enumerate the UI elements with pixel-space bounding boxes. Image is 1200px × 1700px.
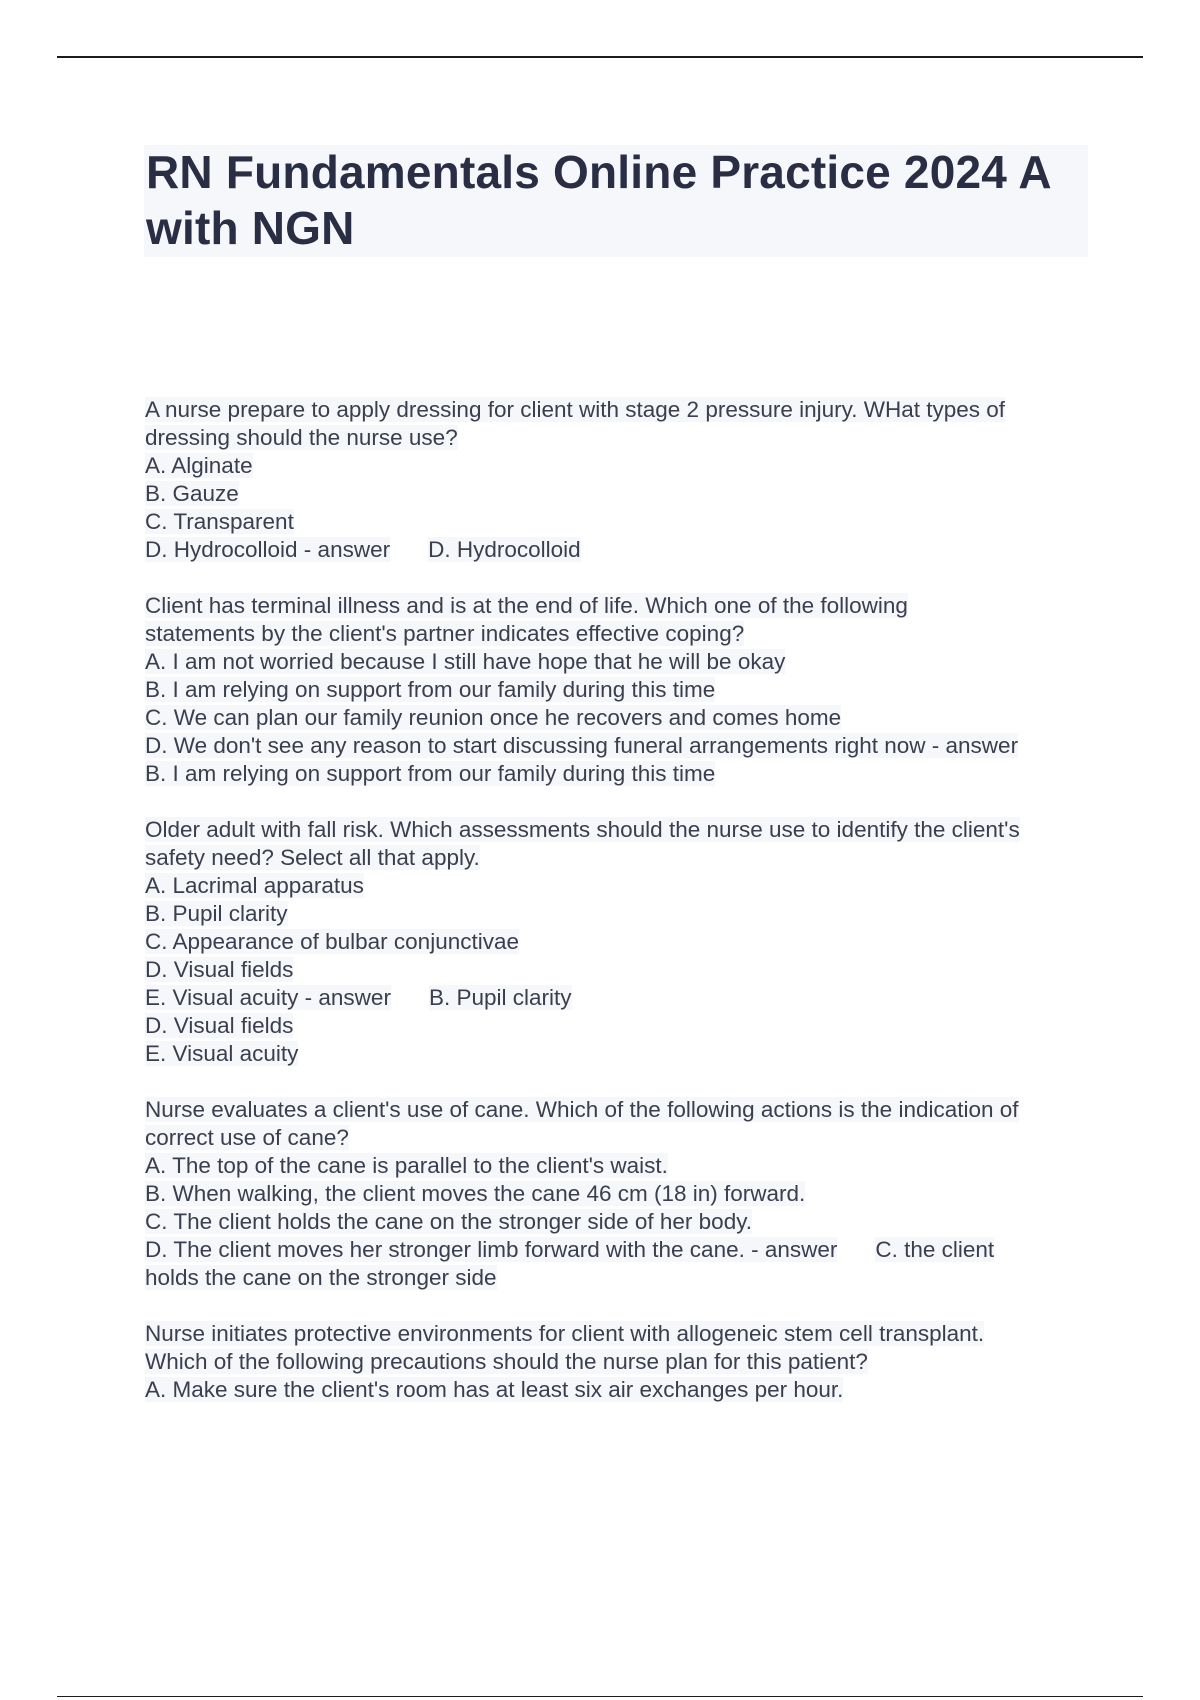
- question-list: [145, 396, 1095, 1432]
- correct-answer: D. Hydrocolloid: [428, 537, 581, 562]
- answer-option: B. When walking, the client moves the cane 46 cm (18 in) forward.: [145, 1181, 806, 1206]
- question-stem-line: Nurse evaluates a client's use of cane. Which of the following actions is the indication of: [145, 1097, 1019, 1122]
- answer-option: A. The top of the cane is parallel to the client's waist.: [145, 1153, 668, 1178]
- question-stem-line: safety need? Select all that apply.: [145, 845, 480, 870]
- answer-option: C. Appearance of bulbar conjunctivae: [145, 929, 519, 954]
- answer-option: B. Gauze: [145, 481, 239, 506]
- answer-option: C. We can plan our family reunion once he recovers and comes home: [145, 705, 842, 730]
- answer-option: D. Visual fields: [145, 957, 294, 982]
- question-stem-line: Client has terminal illness and is at the end of life. Which one of the following: [145, 593, 908, 618]
- question-stem-line: correct use of cane?: [145, 1125, 349, 1150]
- correct-answer: B. Pupil clarity: [428, 985, 572, 1010]
- question-4: [145, 1096, 1095, 1292]
- correct-answer: B. I am relying on support from our family during this time: [145, 761, 716, 786]
- correct-answer: D. Visual fields: [145, 1013, 294, 1038]
- answer-option: B. Pupil clarity: [145, 901, 288, 926]
- answer-option: A. Make sure the client's room has at least six air exchanges per hour.: [145, 1377, 844, 1402]
- document-title: RN Fundamentals Online Practice 2024 A with NGN: [146, 146, 1051, 254]
- answer-option: A. Lacrimal apparatus: [145, 873, 364, 898]
- answer-option-with-answer: E. Visual acuity - answer B. Pupil clarity: [145, 985, 572, 1010]
- question-stem-line: dressing should the nurse use?: [145, 425, 458, 450]
- answer-option: A. Alginate: [145, 453, 253, 478]
- answer-option: A. I am not worried because I still have hope that he will be okay: [145, 649, 786, 674]
- answer-option-with-answer: D. The client moves her stronger limb forward with the cane. - answer C. the client: [145, 1237, 995, 1262]
- question-stem-line: Which of the following precautions should the nurse plan for this patient?: [145, 1349, 868, 1374]
- answer-option: B. I am relying on support from our family during this time: [145, 677, 716, 702]
- question-1: [145, 396, 1095, 564]
- question-stem-line: statements by the client's partner indicates effective coping?: [145, 621, 745, 646]
- answer-option-with-answer: D. We don't see any reason to start discussing funeral arrangements right now - answer: [145, 733, 1019, 758]
- question-3: [145, 816, 1095, 1068]
- question-5: [145, 1320, 1095, 1404]
- answer-option: C. The client holds the cane on the stronger side of her body.: [145, 1209, 753, 1234]
- correct-answer: holds the cane on the stronger side: [145, 1265, 497, 1290]
- answer-option: C. Transparent: [145, 509, 294, 534]
- question-2: [145, 592, 1095, 788]
- answer-option-with-answer: D. Hydrocolloid - answer D. Hydrocolloid: [145, 537, 581, 562]
- top-rule: [57, 56, 1143, 58]
- bottom-rule: [57, 1696, 1143, 1697]
- question-stem-line: Older adult with fall risk. Which assessments should the nurse use to identify the client's: [145, 817, 1020, 842]
- correct-answer: C. the client: [875, 1237, 995, 1262]
- question-stem-line: A nurse prepare to apply dressing for client with stage 2 pressure injury. WHat types of: [145, 397, 1005, 422]
- correct-answer: E. Visual acuity: [145, 1041, 299, 1066]
- question-stem-line: Nurse initiates protective environments for client with allogeneic stem cell transplant.: [145, 1321, 985, 1346]
